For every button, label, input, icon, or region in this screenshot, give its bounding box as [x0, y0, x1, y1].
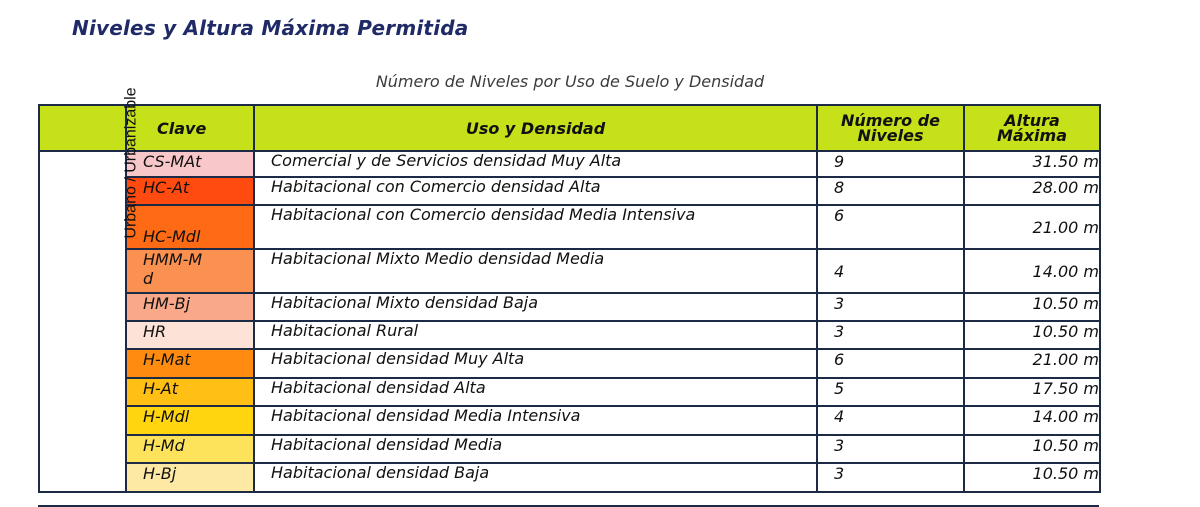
niveles-cell: 3 — [817, 321, 964, 349]
niveles-cell: 3 — [817, 435, 964, 463]
clave-cell: HM-Bj — [126, 293, 254, 321]
vertical-label-cell — [39, 87, 140, 492]
clave-cell: H-At — [126, 378, 254, 406]
clave-cell: CS-MAt — [126, 151, 254, 177]
header-uso: Uso y Densidad — [254, 105, 817, 151]
header-numero: Número de Niveles — [817, 105, 964, 151]
table-row — [39, 293, 1100, 321]
table-row — [39, 321, 1100, 349]
table-row — [39, 463, 1100, 492]
uso-cell: Habitacional densidad Muy Alta — [254, 349, 817, 378]
header-blank — [39, 105, 126, 151]
altura-cell: 10.50 m — [964, 435, 1100, 463]
header-clave: Clave — [126, 105, 254, 151]
table-row — [39, 205, 1100, 249]
vertical-label: Urbano / Urbanizable — [122, 87, 140, 239]
clave-cell: H-Md — [126, 435, 254, 463]
clave-cell: HC-Mdl — [126, 205, 254, 249]
table-row — [39, 435, 1100, 463]
altura-cell: 31.50 m — [964, 151, 1100, 177]
clave-cell: HC-At — [126, 177, 254, 205]
niveles-cell: 6 — [817, 205, 964, 249]
clave-cell: H-Mat — [126, 349, 254, 378]
table-subtitle: Número de Niveles por Uso de Suelo y Densidad — [375, 72, 765, 91]
uso-cell: Habitacional densidad Baja — [254, 463, 817, 492]
uso-cell: Habitacional Mixto densidad Baja — [254, 293, 817, 321]
table-row — [39, 151, 1100, 177]
altura-cell: 14.00 m — [964, 406, 1100, 435]
clave-cell: HR — [126, 321, 254, 349]
altura-cell: 21.00 m — [964, 349, 1100, 378]
uso-cell: Habitacional Mixto Medio densidad Media — [254, 249, 817, 293]
table-row — [39, 378, 1100, 406]
altura-cell: 28.00 m — [964, 177, 1100, 205]
clave-cell: H-Mdl — [126, 406, 254, 435]
table-header-row — [39, 105, 1100, 151]
uso-cell: Habitacional con Comercio densidad Alta — [254, 177, 817, 205]
niveles-cell: 3 — [817, 293, 964, 321]
niveles-cell: 5 — [817, 378, 964, 406]
uso-cell: Comercial y de Servicios densidad Muy Alta — [254, 151, 817, 177]
table-row — [39, 177, 1100, 205]
clave-cell: HMM-Md — [126, 249, 254, 293]
uso-cell: Habitacional densidad Alta — [254, 378, 817, 406]
page-title: Niveles y Altura Máxima Permitida — [72, 16, 469, 40]
header-altura: Altura Máxima — [964, 105, 1100, 151]
altura-cell: 14.00 m — [964, 249, 1100, 293]
niveles-cell: 8 — [817, 177, 964, 205]
niveles-cell: 4 — [817, 406, 964, 435]
uso-cell: Habitacional densidad Media — [254, 435, 817, 463]
table-row — [39, 249, 1100, 293]
altura-cell: 10.50 m — [964, 293, 1100, 321]
uso-cell: Habitacional con Comercio densidad Media Intensiva — [254, 205, 817, 249]
uso-cell: Habitacional Rural — [254, 321, 817, 349]
niveles-cell: 9 — [817, 151, 964, 177]
niveles-cell: 6 — [817, 349, 964, 378]
clave-cell: H-Bj — [126, 463, 254, 492]
altura-cell: 10.50 m — [964, 463, 1100, 492]
levels-table — [38, 87, 1101, 493]
altura-cell: 21.00 m — [964, 205, 1100, 249]
table-row — [39, 349, 1100, 378]
altura-cell: 17.50 m — [964, 378, 1100, 406]
niveles-cell: 4 — [817, 249, 964, 293]
niveles-cell: 3 — [817, 463, 964, 492]
table-row — [39, 406, 1100, 435]
uso-cell: Habitacional densidad Media Intensiva — [254, 406, 817, 435]
altura-cell: 10.50 m — [964, 321, 1100, 349]
